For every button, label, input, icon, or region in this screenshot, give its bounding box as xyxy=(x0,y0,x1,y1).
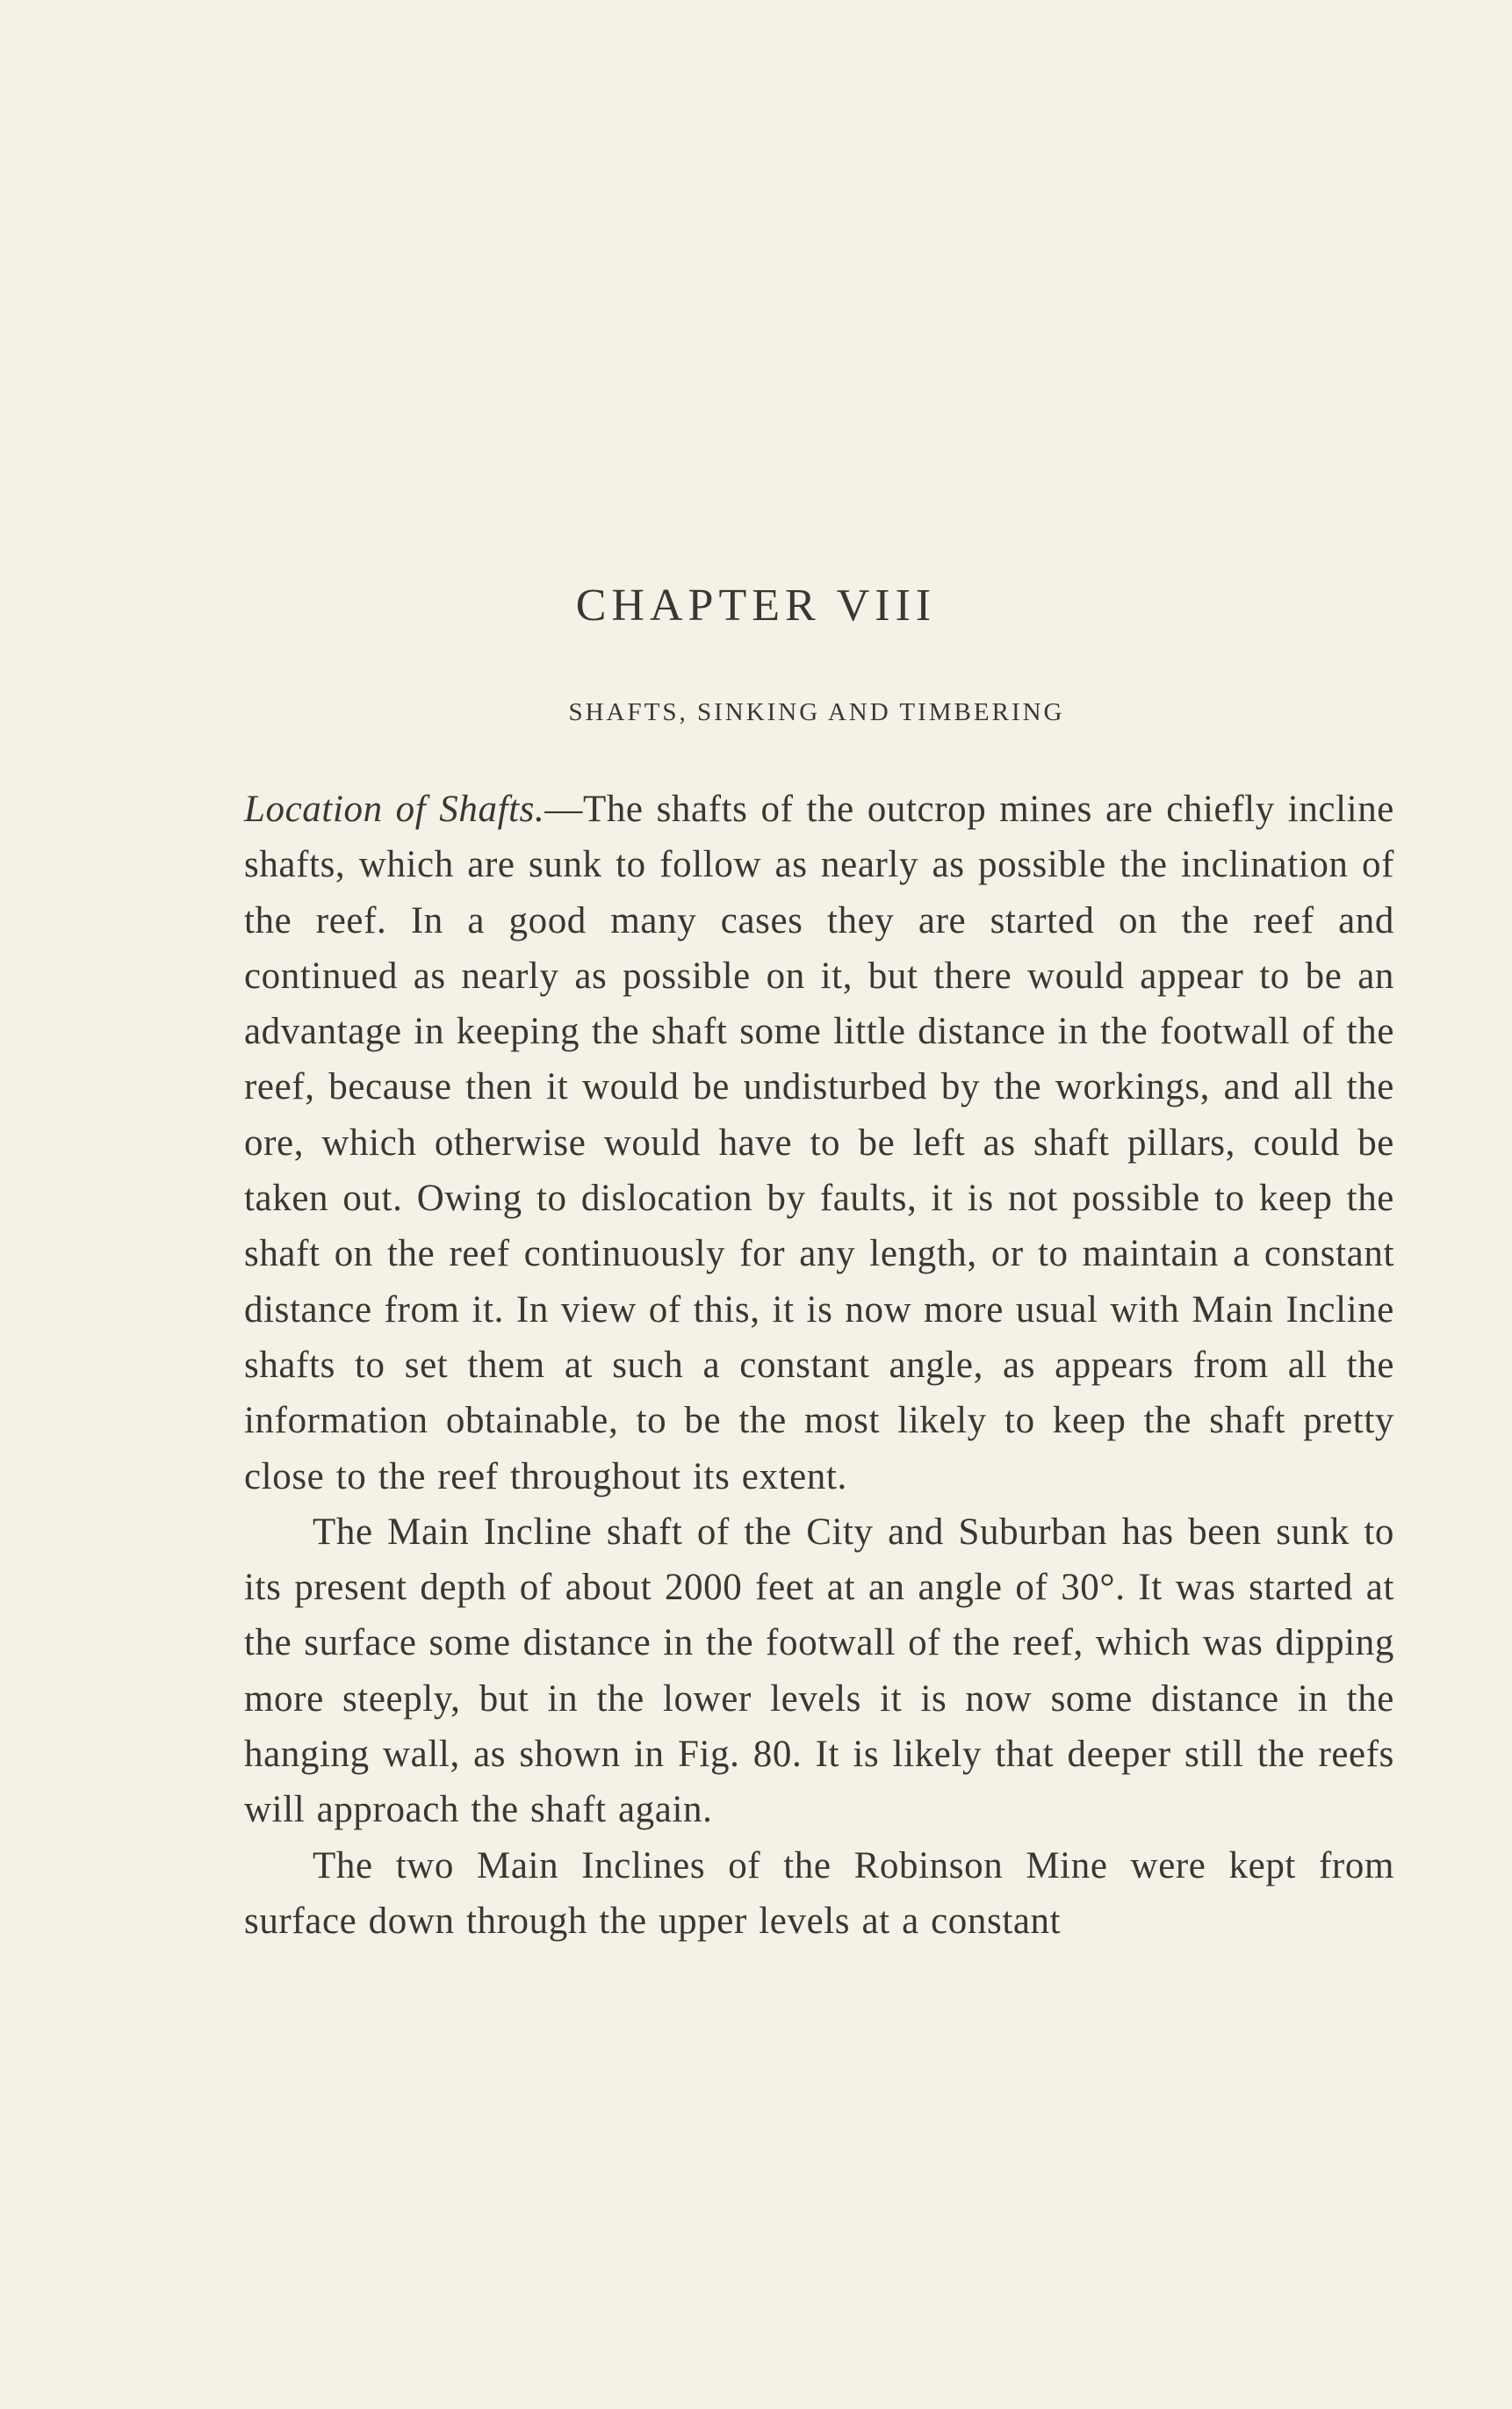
paragraph-1 xyxy=(244,782,1394,1504)
paragraph-1-text: —The shafts of the outcrop mines are chiefly incline shafts, which are sunk to follow as nearly as possible the inclination of the reef. In a good many cases they are started on the reef and continued as nearly as possible on it, but there would appear to be an advantage in keeping the shaft some little distance in the footwall of the reef, because then it would be undisturbed by the workings, and all the ore, which otherwise would have to be left as shaft pillars, could be taken out. Owing to dislocation by faults, it is not possible to keep the shaft on the reef continuously for any length, or to maintain a constant distance from it. In view of this, it is now more usual with Main Incline shafts to set them at such a constant angle, as appears from all the information obtainable, to be the most likely to keep the shaft pretty close to the reef throughout its extent. xyxy=(244,789,1394,1497)
section-heading: Location of Shafts. xyxy=(244,789,545,830)
paragraph-2: The Main Incline shaft of the City and Suburban has been sunk to its present depth of about 2000 feet at an angle of 30°. It was started at the surface some distance in the footwall of the reef, which was dipping more steeply, but in the lower levels it is now some distance in the hanging wall, as shown in Fig. 80. It is likely that deeper still the reefs will approach the shaft again. xyxy=(244,1511,1394,1831)
paragraph-3: The two Main Inclines of the Robinson Mine were kept from surface down through the upper levels at a constant xyxy=(244,1844,1394,1942)
chapter-title: CHAPTER VIII xyxy=(575,581,937,631)
chapter-subtitle: SHAFTS, SINKING AND TIMBERING xyxy=(568,698,1065,726)
body-text xyxy=(244,782,1394,1949)
